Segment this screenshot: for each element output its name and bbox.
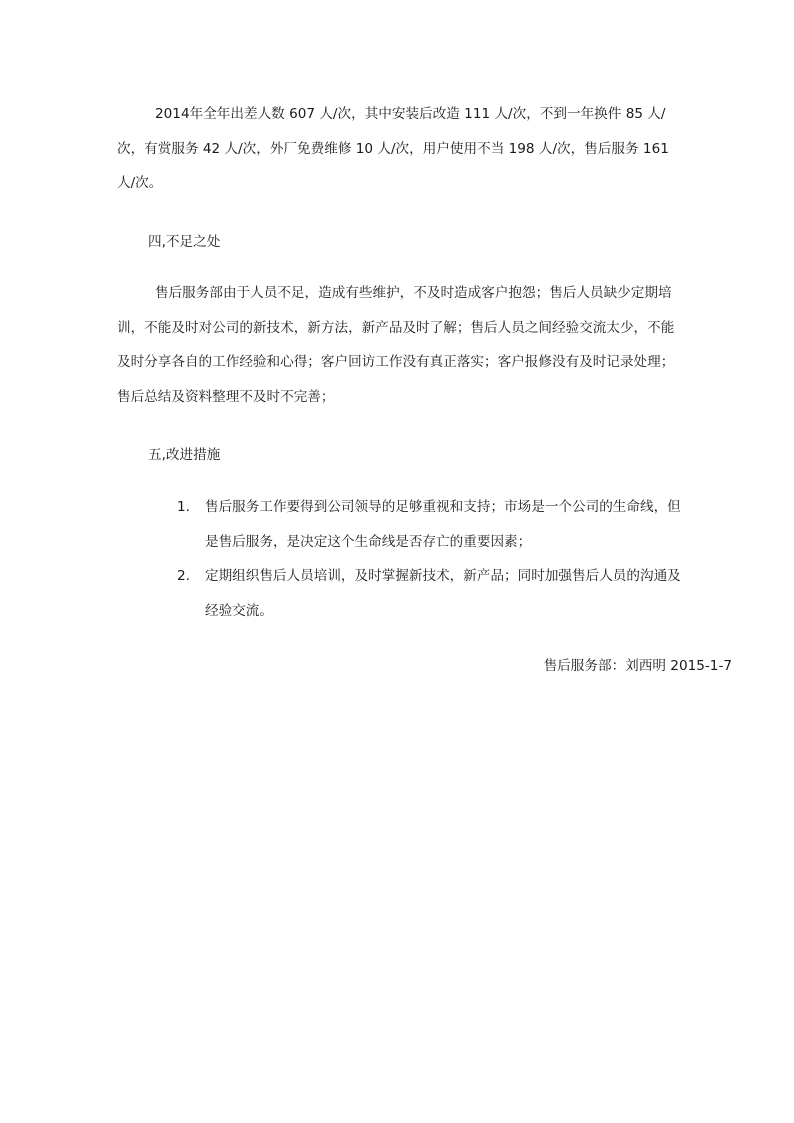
list-item-text: 售后服务工作要得到公司领导的足够重视和支持；市场是一个公司的生命线，但是售后服务，是决定这个生命线是否存亡的重要因素； (205, 499, 681, 550)
list-item-number: 1. (177, 499, 190, 515)
stats-paragraph (117, 97, 677, 201)
section4-heading: 四,不足之处 (148, 234, 221, 250)
section4-body (117, 276, 677, 414)
stats-paragraph-text: 2014年全年出差人数 607 人/次，其中安装后改造 111 人/次，不到一年换件 85 人/次，有赏服务 42 人/次，外厂免费维修 10 人/次，用户使用不当 198 人/次，售后服务 161 人/次。 (117, 106, 669, 191)
improvement-list (172, 490, 682, 628)
signature-line: 售后服务部：刘西明 2015-1-7 (543, 658, 732, 674)
section4-body-text: 售后服务部由于人员不足，造成有些维护，不及时造成客户抱怨；售后人员缺少定期培训，不能及时对公司的新技术，新方法，新产品及时了解；售后人员之间经验交流太少，不能及时分享各自的工作经验和心得；客户回访工作没有真正落实；客户报修没有及时记录处理；售后总结及资料整理不及时不完善； (117, 285, 675, 405)
list-item-text: 定期组织售后人员培训，及时掌握新技术，新产品；同时加强售后人员的沟通及经验交流。 (205, 568, 681, 619)
section5-heading: 五,改进措施 (148, 447, 221, 463)
list-item-number: 2. (177, 568, 190, 584)
list-item (172, 559, 682, 628)
list-item (172, 490, 682, 559)
